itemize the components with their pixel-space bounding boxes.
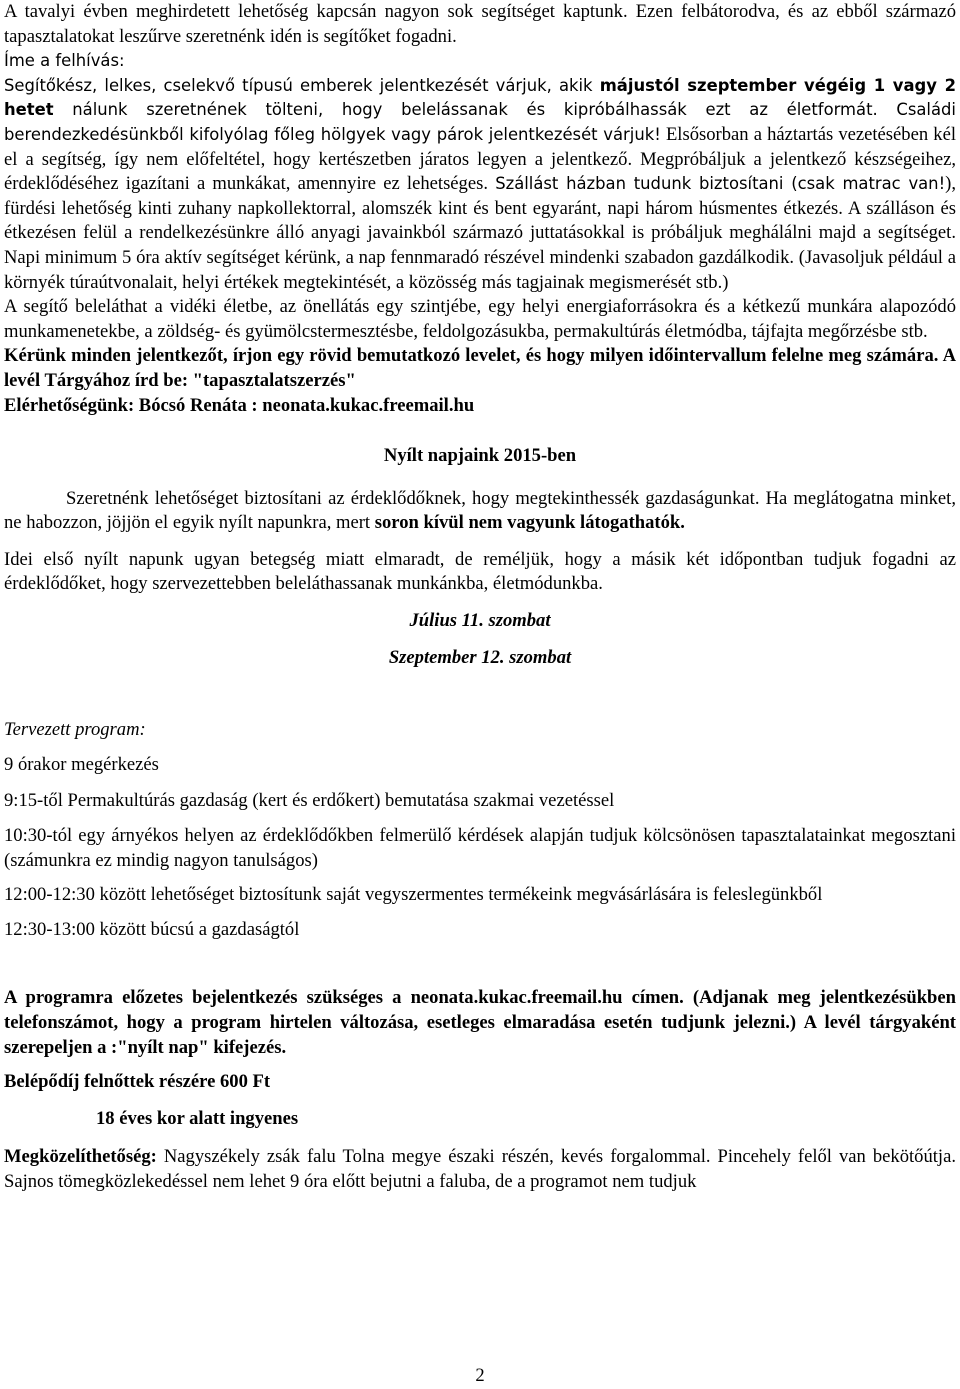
open-days-paragraph-1	[4, 487, 956, 536]
free-row	[4, 1107, 956, 1132]
program-item: 9:15-től Permakultúrás gazdaság (kert és erdőkert) bemutatása szakmai vezetéssel	[4, 790, 615, 812]
open-days-title: Nyílt napjaink 2015-ben	[383, 445, 577, 467]
document-page	[4, 0, 956, 1195]
program-item: 9 órakor megérkezés	[4, 753, 159, 775]
call-text-d: Elsősorban a háztartás vezetésében kél el a segítség, így nem előfeltétel, hogy kertészetben járatos legyen a jelentkező. Megpróbáljuk a jelentkező készségeihez, érdeklődéséhez igazítani a munkákat, amennyire ez lehetséges.	[4, 123, 957, 195]
call-period: májustól szeptember végéig 1 vagy 2 hetet	[4, 75, 956, 120]
call-text-c: nálunk szeretnének tölteni, hogy belelássanak és kipróbálhassák ezt az életformát. Családi berendezkedésünkből kifolyólag főleg hölgyek vagy párok jelentkezését várjuk!	[4, 100, 956, 144]
open-days-text-a: Szeretnénk lehetőséget biztosítani az érdeklődőknek, hogy megtekinthessék gazdaságunkat. Ha meglátogatna minket, ne habozzon, jöjjön el egyik nyílt napunkra, mert	[4, 487, 956, 534]
call-text-g: A szálláson és étkezésen felül a rendelkezésünkre álló anyagi javainkból származó juttatásokkal is próbáljuk meghálálni majd a segítséget. Napi minimum 5 óra aktív segítséget kérünk, a nap fennmaradó részével mindenki szabadon gazdálkodik. (Javasoljuk például a környék túraútvonalait, helyi értékek megtekintését, a közösség más tagjainak megismerését stb.)	[4, 197, 957, 293]
registration-text: A programra előzetes bejelentkezés szükséges a neonata.kukac.freemail.hu címen. (Adjanak meg jelentkezésükben telefonszámot, hogy a program hirtelen változása, esetleges elmaradása esetén tudjunk jelezni.) A levél tárgyaként szerepeljen a :"nyílt nap" kifejezés.	[4, 987, 956, 1058]
program-title: Tervezett program:	[4, 719, 146, 741]
fee-row	[4, 1070, 956, 1095]
entry-fee: Belépődíj felnőttek részére 600 Ft	[4, 1071, 271, 1093]
open-days-title-row	[4, 444, 956, 469]
open-days-text-b: soron kívül nem vagyunk látogathatók.	[374, 512, 685, 534]
registration-paragraph	[4, 986, 956, 1060]
access-label: Megközelíthetőség:	[4, 1146, 157, 1168]
open-day-date-2: Szeptember 12. szombat	[388, 646, 572, 668]
contact-email-link[interactable]: neonata.kukac.freemail.hu	[262, 394, 475, 416]
experience-paragraph: A segítő beleláthat a vidéki életbe, az önellátás egy szintjébe, egy helyi energiaforrásokra és a kétkezű munkára alapozódó munkamenetekbe, a zöldség- és gyümölcstermesztésbe, feldolgozásukba, permakultúrás életmódba, tájfajta megőrzésbe stb.	[4, 296, 956, 342]
call-text-e: Szállást házban tudunk biztosítani (csak matrac van!	[495, 174, 946, 194]
date-2-row	[4, 646, 956, 671]
contact-paragraph	[4, 394, 956, 419]
call-paragraph	[4, 74, 956, 295]
call-text-f: ), fürdési lehetőség kinti zuhany napkollektorral, alomszék kint és bent egyaránt, napi három húsmentes étkezés.	[4, 173, 956, 219]
intro-paragraph-2: Íme a felhívás:	[4, 51, 125, 71]
free-entry: 18 éves kor alatt ingyenes	[96, 1107, 299, 1129]
date-1-row	[4, 609, 956, 634]
call-text-a: Segítőkész, lelkes, cselekvő típusú emberek jelentkezését várjuk, akik	[4, 75, 600, 95]
program-item: 10:30-tól egy árnyékos helyen az érdeklődőkben felmerülő kérdések alapján tudjuk kölcsönösen tapasztalatainkat megosztani (számunkra ez mindig nagyon tanulságos)	[4, 825, 956, 871]
program-item: 12:30-13:00 között búcsú a gazdaságtól	[4, 918, 300, 940]
request-text: Kérünk minden jelentkezőt, írjon egy rövid bemutatkozó levelet, és hogy milyen időintervallum felelne meg számára. A levél Tárgyához írd be: "tapasztalatszerzés"	[4, 345, 956, 391]
access-paragraph	[4, 1145, 956, 1194]
program-title-row	[4, 718, 956, 743]
access-text: Nagyszékely zsák falu Tolna megye északi részén, kevés forgalommal. Pincehely felől van bekötőútja. Sajnos tömegközlekedéssel nem lehet 9 óra előtt bejutni a faluba, de a programot nem tudjuk	[4, 1146, 956, 1192]
page-number: 2	[475, 1365, 485, 1386]
request-paragraph	[4, 344, 956, 393]
intro-paragraph-1: A tavalyi évben meghirdetett lehetőség kapcsán nagyon sok segítséget kaptunk. Ezen felbátorodva, és az ebből származó tapasztalatokat leszűrve szeretnénk idén is segítőket fogadni.	[4, 1, 956, 47]
open-days-paragraph-2: Idei első nyílt napunk ugyan betegség miatt elmaradt, de reméljük, hogy a másik két időpontban tudjuk fogadni az érdeklődőket, hogy szervezettebben beleláthassanak munkánkba, életmódunkba.	[4, 548, 956, 595]
contact-label: Elérhetőségünk: Bócsó Renáta :	[4, 394, 263, 416]
program-item: 12:00-12:30 között lehetőséget biztosítunk saját vegyszermentes termékeink megvásárlására is feleslegünkből	[4, 884, 823, 906]
open-day-date-1: Július 11. szombat	[409, 610, 551, 632]
